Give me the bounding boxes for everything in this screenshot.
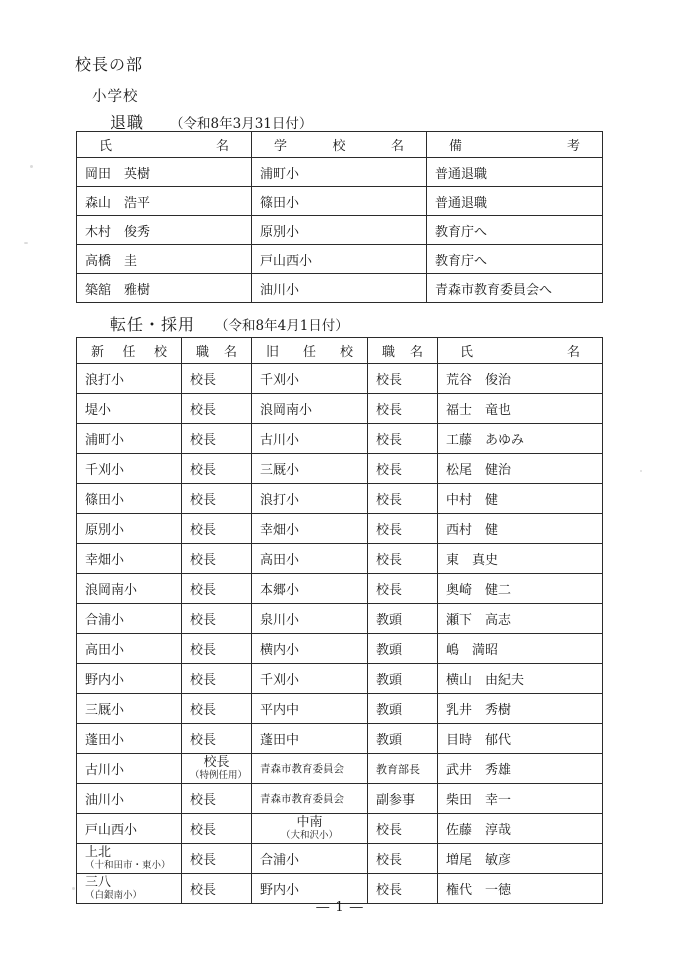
table-header-row bbox=[77, 338, 603, 364]
cell-remark: 普通退職 bbox=[427, 187, 603, 216]
cell-new-school-main: 上北 bbox=[85, 844, 112, 860]
table-row bbox=[77, 454, 603, 484]
cell-new-post: 校長 bbox=[182, 514, 252, 544]
header-old-post-left: 職 bbox=[382, 345, 396, 360]
cell-new-post bbox=[182, 754, 252, 784]
cell-name: 西村 健 bbox=[438, 514, 603, 544]
cell-name: 福士 竜也 bbox=[438, 394, 603, 424]
cell-name: 権代 一徳 bbox=[438, 874, 603, 904]
retire-heading-date: （令和8年3月31日付） bbox=[170, 116, 313, 132]
header-school-mid: 校 bbox=[332, 139, 346, 154]
table-row bbox=[77, 424, 603, 454]
header-new-post-right: 名 bbox=[223, 345, 237, 360]
header-name-right: 名 bbox=[566, 345, 580, 360]
cell-name: 瀬下 高志 bbox=[438, 604, 603, 634]
page-number: ― 1 ― bbox=[316, 900, 364, 915]
cell-name: 築舘 雅樹 bbox=[77, 274, 252, 303]
cell-name: 中村 健 bbox=[438, 484, 603, 514]
table-row bbox=[77, 874, 603, 904]
header-remark-right: 考 bbox=[566, 139, 580, 154]
table-row bbox=[77, 544, 603, 574]
cell-old-post: 校長 bbox=[368, 544, 438, 574]
cell-old-school: 幸畑小 bbox=[252, 514, 368, 544]
cell-old-post: 校長 bbox=[368, 454, 438, 484]
cell-name: 森山 浩平 bbox=[77, 187, 252, 216]
cell-old-school: 浪打小 bbox=[252, 484, 368, 514]
header-old-school-right: 校 bbox=[339, 345, 353, 360]
header-cell-name bbox=[438, 338, 603, 364]
cell-name: 目時 郁代 bbox=[438, 724, 603, 754]
table-row bbox=[77, 724, 603, 754]
cell-old-school: 本郷小 bbox=[252, 574, 368, 604]
retire-table-heading bbox=[110, 110, 312, 133]
cell-old-school: 合浦小 bbox=[252, 844, 368, 874]
cell-old-post: 校長 bbox=[368, 364, 438, 394]
cell-new-post-main: 校長 bbox=[203, 754, 230, 770]
transfer-table-heading bbox=[110, 312, 349, 335]
cell-new-school: 浦町小 bbox=[77, 424, 182, 454]
table-row bbox=[77, 784, 603, 814]
header-new-post-left: 職 bbox=[196, 345, 210, 360]
cell-new-school: 堤小 bbox=[77, 394, 182, 424]
transfer-heading-text: 転任・採用 bbox=[110, 315, 196, 334]
table-header-row bbox=[77, 132, 603, 158]
table-row bbox=[77, 484, 603, 514]
cell-old-post: 校長 bbox=[368, 394, 438, 424]
table-row bbox=[77, 158, 603, 187]
cell-name: 佐藤 淳哉 bbox=[438, 814, 603, 844]
cell-name: 松尾 健治 bbox=[438, 454, 603, 484]
cell-old-school: 野内小 bbox=[252, 874, 368, 904]
table-row bbox=[77, 694, 603, 724]
cell-new-school: 浪岡南小 bbox=[77, 574, 182, 604]
table-row bbox=[77, 364, 603, 394]
cell-old-school: 千刈小 bbox=[252, 664, 368, 694]
table-row bbox=[77, 394, 603, 424]
cell-new-school bbox=[77, 874, 182, 904]
cell-name: 武井 秀雄 bbox=[438, 754, 603, 784]
cell-old-school bbox=[252, 814, 368, 844]
cell-name: 乳井 秀樹 bbox=[438, 694, 603, 724]
table-row bbox=[77, 187, 603, 216]
table-row bbox=[77, 514, 603, 544]
cell-old-school: 浪岡南小 bbox=[252, 394, 368, 424]
table-row bbox=[77, 274, 603, 303]
cell-old-school: 蓬田中 bbox=[252, 724, 368, 754]
cell-name: 木村 俊秀 bbox=[77, 216, 252, 245]
cell-old-school: 泉川小 bbox=[252, 604, 368, 634]
cell-old-post: 校長 bbox=[368, 514, 438, 544]
header-remark-left: 備 bbox=[449, 139, 463, 154]
header-new-school-right: 校 bbox=[153, 345, 167, 360]
transfer-heading-date: （令和8年4月1日付） bbox=[215, 318, 349, 334]
scan-speck bbox=[640, 470, 642, 472]
cell-name: 東 真史 bbox=[438, 544, 603, 574]
cell-remark: 教育庁へ bbox=[427, 245, 603, 274]
cell-school: 油川小 bbox=[252, 274, 427, 303]
cell-old-post: 教育部長 bbox=[368, 754, 438, 784]
cell-new-school: 高田小 bbox=[77, 634, 182, 664]
header-name-left: 氏 bbox=[99, 139, 113, 154]
header-school-right: 名 bbox=[390, 139, 404, 154]
header-school-left: 学 bbox=[274, 139, 288, 154]
cell-old-post: 副参事 bbox=[368, 784, 438, 814]
cell-new-post: 校長 bbox=[182, 454, 252, 484]
cell-new-post: 校長 bbox=[182, 484, 252, 514]
header-cell-new-school bbox=[77, 338, 182, 364]
cell-new-post: 校長 bbox=[182, 604, 252, 634]
cell-school: 戸山西小 bbox=[252, 245, 427, 274]
cell-new-school: 蓬田小 bbox=[77, 724, 182, 754]
cell-name: 嶋 満昭 bbox=[438, 634, 603, 664]
cell-remark: 教育庁へ bbox=[427, 216, 603, 245]
cell-name: 岡田 英樹 bbox=[77, 158, 252, 187]
cell-new-post: 校長 bbox=[182, 574, 252, 604]
cell-remark: 青森市教育委員会へ bbox=[427, 274, 603, 303]
header-cell-school bbox=[252, 132, 427, 158]
cell-new-school-sub: （白銀南小） bbox=[85, 889, 143, 901]
cell-name: 高橋 圭 bbox=[77, 245, 252, 274]
header-cell-name bbox=[77, 132, 252, 158]
retire-table bbox=[76, 131, 603, 303]
cell-new-post-sub: （特例任用） bbox=[190, 769, 248, 781]
cell-old-school: 横内小 bbox=[252, 634, 368, 664]
cell-old-post: 教頭 bbox=[368, 604, 438, 634]
cell-new-school: 原別小 bbox=[77, 514, 182, 544]
cell-old-post: 校長 bbox=[368, 424, 438, 454]
table-row bbox=[77, 245, 603, 274]
scan-speck bbox=[24, 242, 28, 244]
cell-new-post: 校長 bbox=[182, 814, 252, 844]
header-cell-old-post bbox=[368, 338, 438, 364]
header-old-school-left: 旧 bbox=[266, 345, 280, 360]
table-row bbox=[77, 604, 603, 634]
header-old-post-right: 名 bbox=[409, 345, 423, 360]
retire-heading-text: 退職 bbox=[110, 113, 145, 132]
cell-name: 奥崎 健二 bbox=[438, 574, 603, 604]
cell-remark: 普通退職 bbox=[427, 158, 603, 187]
cell-old-post: 教頭 bbox=[368, 664, 438, 694]
scan-speck bbox=[72, 887, 75, 890]
cell-old-post: 校長 bbox=[368, 814, 438, 844]
header-old-school-mid: 任 bbox=[302, 345, 316, 360]
header-cell-new-post bbox=[182, 338, 252, 364]
table-row bbox=[77, 664, 603, 694]
cell-name: 荒谷 俊治 bbox=[438, 364, 603, 394]
cell-old-school-sub: （大和沢小） bbox=[280, 829, 338, 841]
cell-school: 篠田小 bbox=[252, 187, 427, 216]
cell-new-school: 戸山西小 bbox=[77, 814, 182, 844]
cell-new-post: 校長 bbox=[182, 844, 252, 874]
cell-school: 浦町小 bbox=[252, 158, 427, 187]
cell-school: 原別小 bbox=[252, 216, 427, 245]
cell-new-school: 野内小 bbox=[77, 664, 182, 694]
cell-old-school: 古川小 bbox=[252, 424, 368, 454]
cell-name: 横山 由紀夫 bbox=[438, 664, 603, 694]
cell-new-post: 校長 bbox=[182, 634, 252, 664]
table-row bbox=[77, 844, 603, 874]
cell-old-post: 教頭 bbox=[368, 724, 438, 754]
cell-new-post: 校長 bbox=[182, 724, 252, 754]
table-row bbox=[77, 216, 603, 245]
cell-new-school: 油川小 bbox=[77, 784, 182, 814]
cell-new-post: 校長 bbox=[182, 394, 252, 424]
scan-speck bbox=[30, 165, 33, 168]
header-cell-old-school bbox=[252, 338, 368, 364]
cell-new-school bbox=[77, 844, 182, 874]
cell-old-post: 校長 bbox=[368, 574, 438, 604]
cell-new-post: 校長 bbox=[182, 874, 252, 904]
cell-new-school: 合浦小 bbox=[77, 604, 182, 634]
cell-new-school: 幸畑小 bbox=[77, 544, 182, 574]
cell-new-school-main: 三八 bbox=[85, 874, 112, 890]
cell-new-post: 校長 bbox=[182, 424, 252, 454]
cell-old-post: 校長 bbox=[368, 484, 438, 514]
table-row bbox=[77, 814, 603, 844]
cell-new-post: 校長 bbox=[182, 784, 252, 814]
cell-old-school: 高田小 bbox=[252, 544, 368, 574]
header-cell-remark bbox=[427, 132, 603, 158]
table-row bbox=[77, 574, 603, 604]
cell-old-post: 教頭 bbox=[368, 694, 438, 724]
cell-new-school: 古川小 bbox=[77, 754, 182, 784]
transfer-table bbox=[76, 337, 603, 904]
cell-old-school: 青森市教育委員会 bbox=[252, 754, 368, 784]
cell-new-post: 校長 bbox=[182, 544, 252, 574]
header-name-right: 名 bbox=[215, 139, 229, 154]
header-new-school-left: 新 bbox=[91, 345, 105, 360]
cell-old-school: 三厩小 bbox=[252, 454, 368, 484]
cell-name: 柴田 幸一 bbox=[438, 784, 603, 814]
cell-old-school-main: 中南 bbox=[296, 814, 323, 830]
cell-new-school-sub: （十和田市・東小） bbox=[85, 859, 171, 871]
cell-new-school: 篠田小 bbox=[77, 484, 182, 514]
cell-new-post: 校長 bbox=[182, 694, 252, 724]
table-row bbox=[77, 634, 603, 664]
cell-old-school: 平内中 bbox=[252, 694, 368, 724]
header-new-school-mid: 任 bbox=[122, 345, 136, 360]
cell-new-school: 千刈小 bbox=[77, 454, 182, 484]
header-name-left: 氏 bbox=[460, 345, 474, 360]
cell-old-school: 千刈小 bbox=[252, 364, 368, 394]
cell-new-post: 校長 bbox=[182, 364, 252, 394]
cell-old-school: 青森市教育委員会 bbox=[252, 784, 368, 814]
cell-old-post: 校長 bbox=[368, 874, 438, 904]
cell-old-post: 教頭 bbox=[368, 634, 438, 664]
cell-new-post: 校長 bbox=[182, 664, 252, 694]
cell-old-post: 校長 bbox=[368, 844, 438, 874]
table-row bbox=[77, 754, 603, 784]
cell-new-school: 浪打小 bbox=[77, 364, 182, 394]
page-title: 校長の部 bbox=[75, 55, 144, 74]
cell-name: 増尾 敏彦 bbox=[438, 844, 603, 874]
cell-new-school: 三厩小 bbox=[77, 694, 182, 724]
cell-name: 工藤 あゆみ bbox=[438, 424, 603, 454]
school-type-label: 小学校 bbox=[92, 89, 139, 105]
